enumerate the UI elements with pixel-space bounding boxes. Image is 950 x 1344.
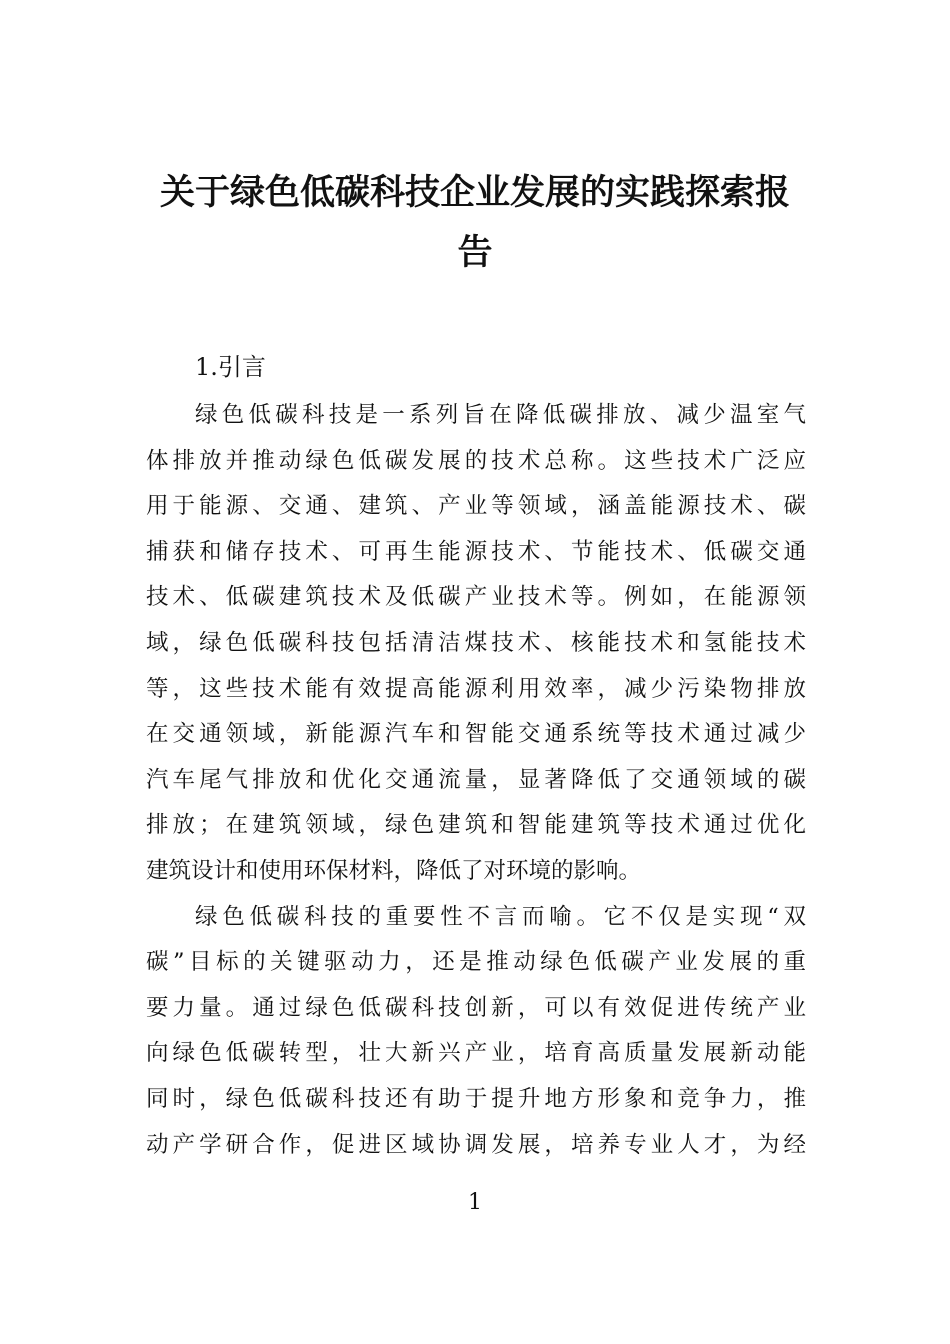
page-number: 1 <box>468 1190 482 1215</box>
paragraph-1-line: 在交通领域，新能源汽车和智能交通系统等技术通过减少 <box>146 721 806 748</box>
paragraph-1-line: 建筑设计和使用环保材料，降低了对环境的影响。 <box>146 857 642 884</box>
paragraph-1-line: 用于能源、交通、建筑、产业等领域，涵盖能源技术、碳 <box>146 493 806 520</box>
paragraph-2-line: 动产学研合作，促进区域协调发展，培养专业人才，为经 <box>146 1131 806 1158</box>
paragraph-2-line: 碳”目标的关键驱动力，还是推动绿色低碳产业发展的重 <box>146 949 806 976</box>
title-line-1: 关于绿色低碳科技企业发展的实践探索报 <box>159 172 790 213</box>
body-text <box>146 393 806 1168</box>
paragraph-2-line: 同时，绿色低碳科技还有助于提升地方形象和竞争力，推 <box>146 1085 806 1112</box>
paragraph-1-line: 域，绿色低碳科技包括清洁煤技术、核能技术和氢能技术 <box>146 629 806 656</box>
section-heading-introduction: 1.引言 <box>195 353 266 381</box>
paragraph-1-line: 体排放并推动绿色低碳发展的技术总称。这些技术广泛应 <box>146 447 806 474</box>
paragraph-1-line: 汽车尾气排放和优化交通流量，显著降低了交通领域的碳 <box>146 766 806 793</box>
title-line-2: 告 <box>457 232 493 273</box>
paragraph-1-line: 等，这些技术能有效提高能源利用效率，减少污染物排放 <box>146 675 806 702</box>
paragraph-1-line: 技术、低碳建筑技术及低碳产业技术等。例如，在能源领 <box>146 584 806 611</box>
paragraph-1-line: 捕获和储存技术、可再生能源技术、节能技术、低碳交通 <box>146 538 806 565</box>
paragraph-2-line: 向绿色低碳转型，壮大新兴产业，培育高质量发展新动能 <box>146 1040 806 1067</box>
paragraph-1-line: 排放；在建筑领域，绿色建筑和智能建筑等技术通过优化 <box>146 812 806 839</box>
paragraph-1-line: 绿色低碳科技是一系列旨在降低碳排放、减少温室气 <box>195 402 806 428</box>
paragraph-2-line: 要力量。通过绿色低碳科技创新，可以有效促进传统产业 <box>146 994 806 1021</box>
document-title <box>145 163 805 283</box>
paragraph-2-line: 绿色低碳科技的重要性不言而喻。它不仅是实现“双 <box>195 903 806 930</box>
